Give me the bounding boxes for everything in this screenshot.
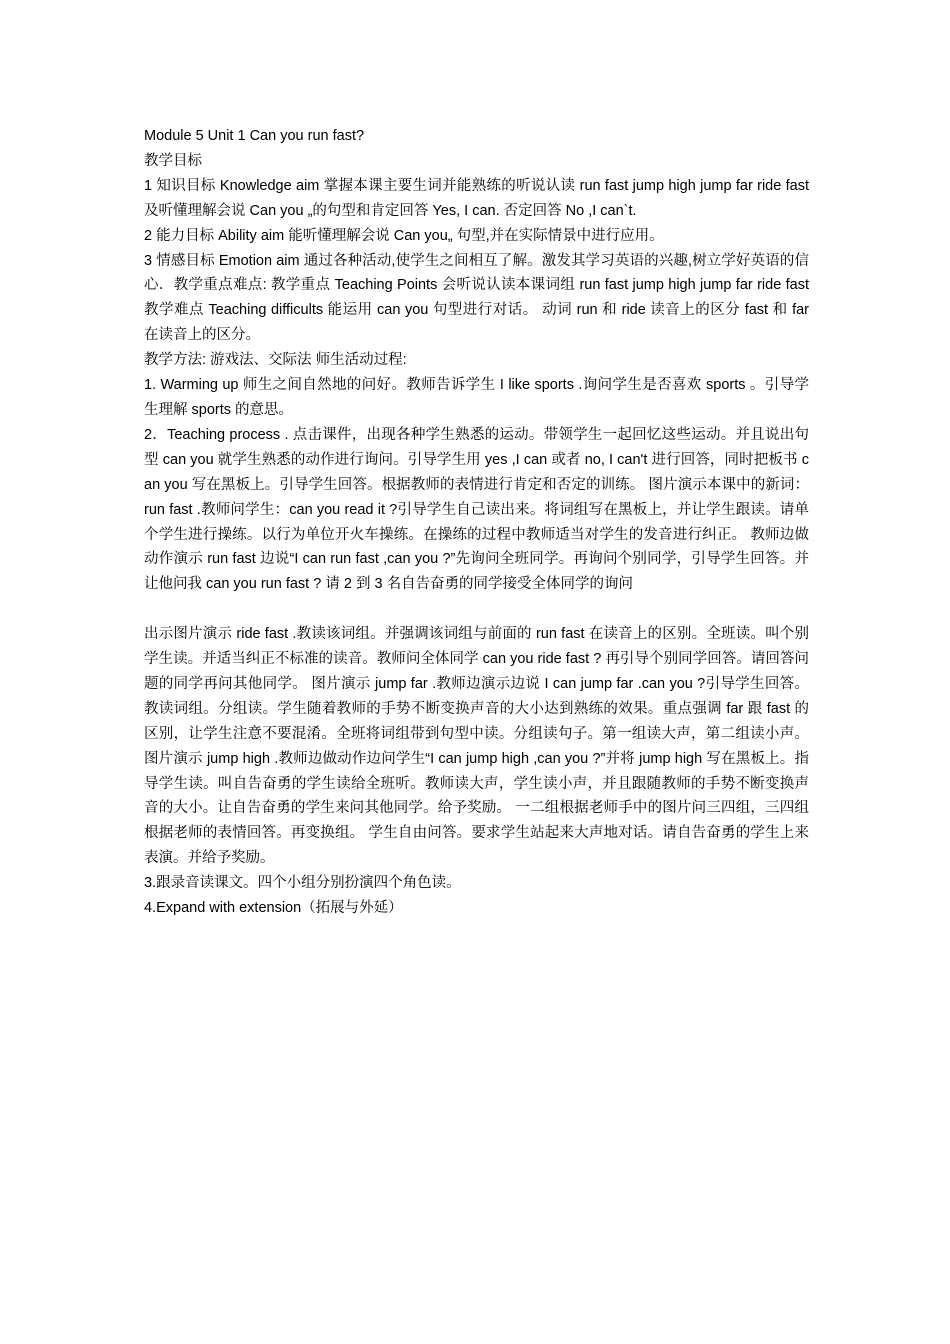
practice-paragraph: 出示图片演示 ride fast .教读该词组。并强调该词组与前面的 run fast 在读音上的区别。全班读。叫个别学生读。并适当纠正不标准的读音。教师问全体同学 can you ride fast ? 再引导个别同学回答。请回答问题的同学再问其他同学。 图片演示 jump far .教师边演示边说 I can jump far .can you ?引导学生回答。教读词组。分组读。学生随着教师的手势不断变换声音的大小达到熟练的效果。重点强调 far 跟 fast 的区别，让学生注意不要混淆。全班将词组带到句型中读。分组读句子。第一组读大声，第二组读小声。 图片演示 jump high .教师边做动作边问学生“I can jump high ,can you ?”并将 jump high 写在黑板上。指导学生读。叫自告奋勇的学生读给全班听。教师读大声，学生读小声，并且跟随教师的手势不断变换声音的大小。让自告奋勇的学生来问其他同学。给予奖励。 一二组根据老师手中的图片问三四组，三四组根据老师的表情回答。再变换组。 学生自由问答。要求学生站起来大声地对话。请自告奋勇的学生上来表演。并给予奖励。	[144, 626, 809, 867]
emotion-aim-paragraph: 3 情感目标 Emotion aim 通过各种活动,使学生之间相互了解。激发其学习英语的兴趣,树立学好英语的信心．教学重点难点: 教学重点 Teaching Points 会听说认读本课词组 run fast jump high jump far ride fast 教学难点 Teaching difficults 能运用 can you 句型进行对话。 动词 run 和 ride 读音上的区分 fast 和 far 在读音上的区分。	[144, 252, 809, 344]
teaching-process-paragraph: 2．Teaching process . 点击课件，出现各种学生熟悉的运动。带领学生一起回忆这些运动。并且说出句型 can you 就学生熟悉的动作进行询问。引导学生用 yes ,I can 或者 no, I can't 进行回答，同时把板书 can you 写在黑板上。引导学生回答。根据教师的表情进行肯定和否定的训练。 图片演示本课中的新词：run fast .教师问学生：can you read it ?引导学生自己读出来。将词组写在黑板上，并让学生跟读。请单个学生进行操练。以行为单位开火车操练。在操练的过程中教师适当对学生的发音进行纠正。 教师边做动作演示 run fast 边说“I can run fast ,can you ?”先询问全班同学。再询问个别同学，引导学生回答。并让他问我 can you run fast ? 请 2 到 3 名自告奋勇的同学接受全体同学的询问	[144, 426, 809, 593]
reading-paragraph: 3.跟录音读课文。四个小组分别扮演四个角色读。	[144, 875, 461, 892]
document-body	[144, 124, 809, 921]
lesson-title: Module 5 Unit 1 Can you run fast?	[144, 128, 365, 144]
ability-aim-paragraph: 2 能力目标 Ability aim 能听懂理解会说 Can you„ 句型,并在实际情景中进行应用。	[144, 227, 664, 244]
knowledge-aim-paragraph: 1 知识目标 Knowledge aim 掌握本课主要生词并能熟练的听说认读 run fast jump high jump far ride fast 及听懂理解会说 Can you „的句型和肯定回答 Yes, I can. 否定回答 No ,I can`t.	[144, 177, 809, 219]
section-heading-objectives: 教学目标	[144, 152, 202, 169]
warming-up-paragraph: 1. Warming up 师生之间自然地的问好。教师告诉学生 I like sports .询问学生是否喜欢 sports 。引导学生理解 sports 的意思。	[144, 377, 809, 418]
teaching-methods-paragraph: 教学方法: 游戏法、交际法 师生活动过程:	[144, 352, 407, 369]
blank-line	[144, 597, 809, 622]
extension-paragraph: 4.Expand with extension（拓展与外延）	[144, 900, 403, 917]
